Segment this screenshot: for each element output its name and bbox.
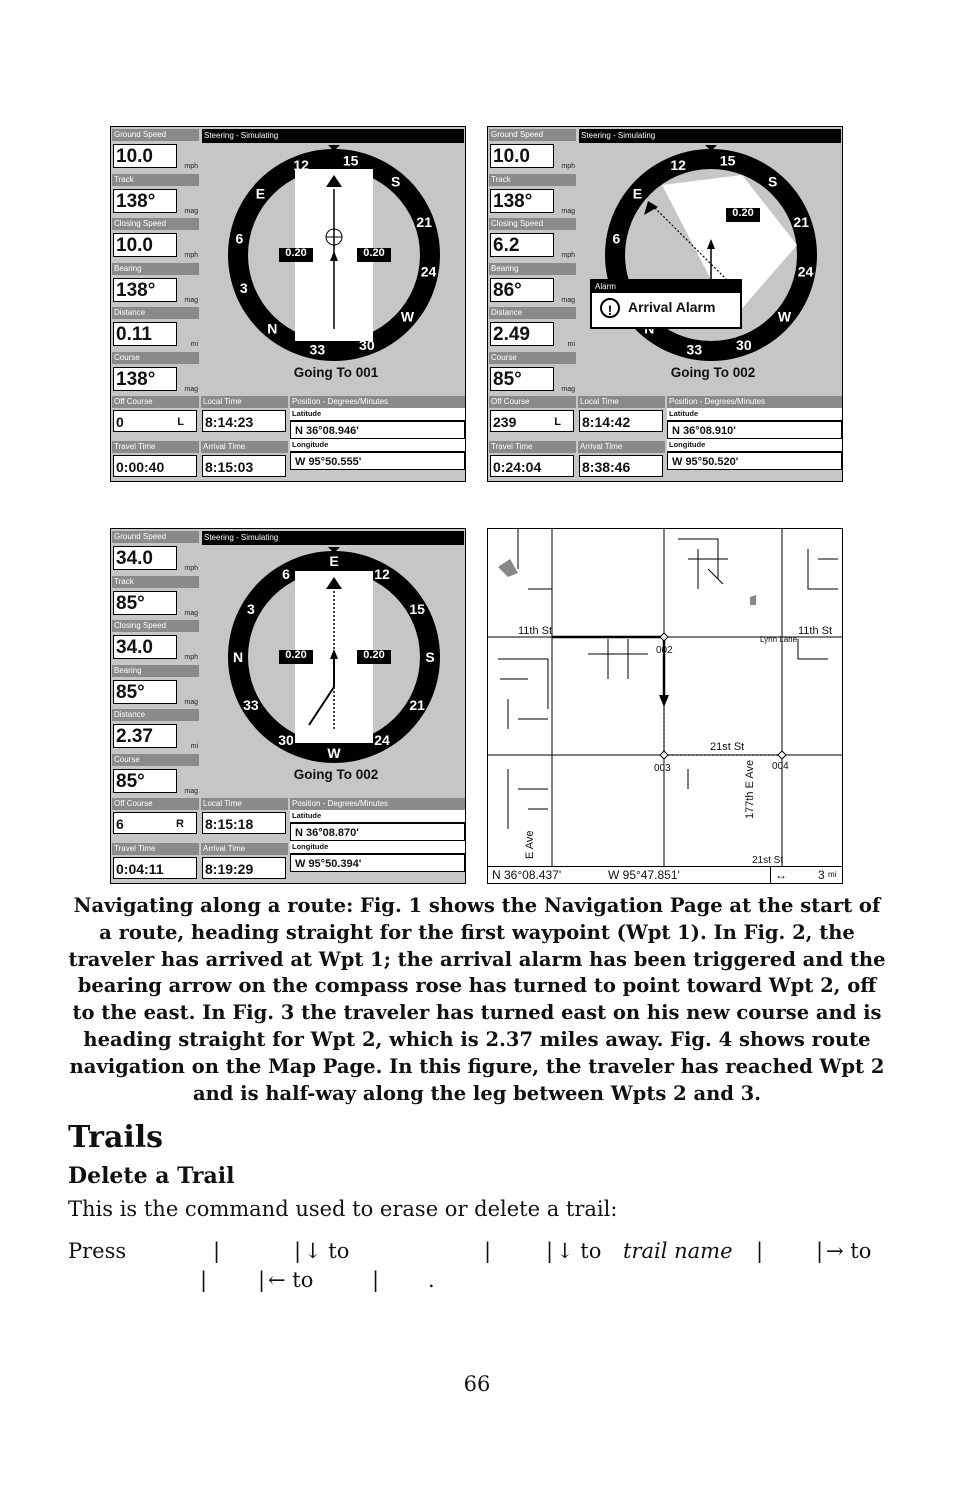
zoom-unit: mi: [828, 870, 837, 879]
fig1-navigation-page: [110, 126, 466, 482]
arrival-time-label: Arrival Time: [201, 843, 288, 855]
off-course-label: Off Course: [112, 396, 199, 408]
course-label: Course: [112, 352, 199, 364]
compass-label: W: [400, 308, 415, 325]
ground-speed-value: 10.0: [490, 144, 554, 168]
track-value: 138°: [490, 189, 554, 213]
trail-name-placeholder: trail name: [623, 1239, 733, 1263]
waypoint-003-label: 003: [654, 763, 671, 774]
ground-speed-box: [489, 129, 576, 172]
off-course-box: [489, 396, 576, 437]
compass-label: 30: [359, 337, 375, 354]
position-box: [667, 396, 842, 470]
position-label: Position - Degrees/Minutes: [667, 396, 842, 408]
course-label: Course: [489, 352, 576, 364]
track-label: Track: [112, 174, 199, 186]
map-latitude: N 36°08.437': [492, 868, 562, 882]
track-label: Track: [112, 576, 199, 588]
bearing-label: Bearing: [112, 263, 199, 275]
course-value: 85°: [490, 367, 554, 391]
bearing-box: [112, 263, 199, 306]
compass-label: 24: [374, 732, 390, 749]
fig2-navigation-page: [487, 126, 843, 482]
fig4-map-page: [487, 528, 843, 884]
position-box: [290, 396, 465, 470]
closing-speed-value: 34.0: [113, 635, 177, 659]
unit-mph: mph: [184, 252, 198, 259]
bearing-value: 86°: [490, 278, 554, 302]
latitude-value: N 36°08.870': [290, 823, 465, 841]
arrival-time-label: Arrival Time: [578, 441, 665, 453]
track-value: 85°: [113, 591, 177, 615]
travel-time-box: [489, 441, 576, 482]
body-paragraph: This is the command used to erase or delete a trail:: [68, 1197, 618, 1221]
going-to-label: Going To 001: [293, 365, 379, 380]
compass-label: 33: [243, 697, 259, 713]
closing-speed-label: Closing Speed: [112, 620, 199, 632]
unit-mi: mi: [190, 341, 198, 348]
map-canvas[interactable]: [488, 529, 843, 869]
right-offset-distance: 0.20: [363, 649, 385, 661]
off-course-value: [490, 410, 574, 432]
compass-label: 3: [239, 279, 248, 296]
distance-value: 2.37: [113, 724, 177, 748]
arrival-time-box: [578, 441, 665, 482]
course-box: [112, 352, 199, 395]
travel-time-value: 0:04:11: [113, 857, 197, 879]
left-offset-distance: 0.20: [285, 247, 307, 259]
separator: |: [200, 1268, 208, 1292]
street-21st: 21st St: [710, 741, 745, 753]
travel-time-box: [112, 441, 199, 482]
unit-mph: mph: [184, 163, 198, 170]
compass-label: 24: [797, 263, 814, 280]
distance-box: [112, 709, 199, 752]
local-time-box: [201, 798, 288, 839]
waypoint-004-label: 004: [772, 761, 789, 772]
compass-label: W: [777, 308, 792, 325]
off-course-number: 239: [493, 414, 517, 430]
compass-label: N: [267, 320, 278, 337]
course-box: [489, 352, 576, 395]
unit-mph: mph: [184, 565, 198, 572]
compass-label: 15: [719, 152, 736, 169]
compass-rose: [215, 547, 453, 785]
compass-label: 6: [282, 565, 290, 582]
period: .: [428, 1268, 435, 1292]
separator: |: [372, 1268, 380, 1292]
off-course-box: [112, 798, 199, 839]
course-box: [112, 754, 199, 797]
press-word: Press: [68, 1239, 127, 1263]
latitude-value: N 36°08.910': [667, 421, 842, 439]
ground-speed-label: Ground Speed: [489, 129, 576, 141]
travel-time-label: Travel Time: [112, 843, 199, 855]
offset-distance: 0.20: [732, 207, 754, 219]
compass-label: E: [329, 553, 339, 569]
latitude-value: N 36°08.946': [290, 421, 465, 439]
compass-label: S: [391, 173, 401, 190]
local-time-label: Local Time: [201, 798, 288, 810]
street-11th-right: 11th St: [798, 625, 833, 637]
longitude-value: W 95°50.394': [290, 854, 465, 872]
street-11th-left: 11th St: [518, 625, 553, 637]
right-to-instruction: → to: [826, 1239, 872, 1263]
arrival-time-value: 8:38:46: [579, 455, 663, 477]
longitude-label: Longitude: [290, 841, 465, 854]
alarm-title: Alarm: [592, 281, 740, 293]
bearing-value: 85°: [113, 680, 177, 704]
unit-mph: mph: [561, 252, 575, 259]
off-course-label: Off Course: [112, 798, 199, 810]
compass-label: 12: [293, 156, 309, 173]
warning-icon: !: [600, 298, 620, 318]
longitude-value: W 95°50.555': [290, 452, 465, 470]
compass-label: S: [768, 173, 778, 190]
latitude-label: Latitude: [667, 408, 842, 421]
position-label: Position - Degrees/Minutes: [290, 798, 465, 810]
local-time-value: 8:14:42: [579, 410, 663, 432]
steering-header: Steering - Simulating: [202, 531, 464, 545]
closing-speed-box: [112, 218, 199, 261]
off-course-label: Off Course: [489, 396, 576, 408]
compass-rose: [592, 145, 830, 383]
course-value: 138°: [113, 367, 177, 391]
unit-mph: mph: [561, 163, 575, 170]
off-course-direction: L: [177, 416, 184, 428]
distance-box: [489, 307, 576, 350]
compass-label: E: [255, 185, 266, 202]
separator: |: [484, 1239, 492, 1263]
page-number: 66: [463, 1372, 491, 1396]
longitude-label: Longitude: [290, 439, 465, 452]
unit-mag: mag: [184, 208, 198, 215]
ground-speed-box: [112, 129, 199, 172]
longitude-label: Longitude: [667, 439, 842, 452]
unit-mag: mag: [561, 386, 575, 393]
compass-label: 30: [736, 337, 752, 354]
compass-label: S: [425, 649, 435, 665]
travel-time-label: Travel Time: [489, 441, 576, 453]
going-to-label: Going To 002: [293, 767, 379, 782]
arrival-alarm-dialog[interactable]: [590, 279, 742, 329]
off-course-direction: R: [176, 818, 184, 830]
ground-speed-label: Ground Speed: [112, 531, 199, 543]
local-time-label: Local Time: [578, 396, 665, 408]
map-longitude: W 95°47.851': [608, 868, 680, 882]
figure-caption: Navigating along a route: Fig. 1 shows the Navigation Page at the start of a route, heading straight for the first waypoint (Wpt 1). In Fig. 2, the traveler has arrived at Wpt 1; the arrival alarm has been triggered and the bearing arrow on the compass rose has turned to point toward Wpt 2, off to the east. In Fig. 3 the traveler has turned east on his new course and is heading straight for Wpt 2, which is 2.37 miles away. Fig. 4 shows route navigation on the Map Page. In this figure, the traveler has reached Wpt 2 and is half-way along the leg between Wpts 2 and 3.: [68, 894, 886, 1105]
track-value: 138°: [113, 189, 177, 213]
compass-label: 21: [409, 697, 425, 713]
course-value: 85°: [113, 769, 177, 793]
compass-label: E: [632, 185, 643, 202]
local-time-box: [201, 396, 288, 437]
left-to-instruction: ← to: [268, 1268, 314, 1292]
closing-speed-label: Closing Speed: [489, 218, 576, 230]
closing-speed-box: [112, 620, 199, 663]
arrival-time-box: [201, 843, 288, 884]
subsection-heading: Delete a Trail: [68, 1163, 235, 1189]
street-177th-e-ave: 177th E Ave: [744, 759, 756, 819]
bearing-label: Bearing: [112, 665, 199, 677]
down-to-instruction: ↓ to: [556, 1239, 602, 1263]
compass-label: 15: [409, 601, 425, 617]
street-lynn-lane: Lynn Lane: [760, 635, 798, 644]
unit-mph: mph: [184, 654, 198, 661]
separator: |: [213, 1239, 221, 1263]
fig3-navigation-page: [110, 528, 466, 884]
compass-label: 21: [416, 214, 432, 231]
compass-label: W: [327, 745, 341, 761]
off-course-number: 6: [116, 816, 124, 832]
longitude-value: W 95°50.520': [667, 452, 842, 470]
off-course-number: 0: [116, 414, 124, 430]
track-box: [489, 174, 576, 217]
position-label: Position - Degrees/Minutes: [290, 396, 465, 408]
arrival-time-value: 8:15:03: [202, 455, 286, 477]
steering-header: Steering - Simulating: [202, 129, 464, 143]
map-status-bar: [488, 866, 842, 883]
track-box: [112, 174, 199, 217]
closing-speed-box: [489, 218, 576, 261]
unit-mi: mi: [567, 341, 575, 348]
separator: |: [546, 1239, 554, 1263]
unit-mag: mag: [184, 297, 198, 304]
ground-speed-label: Ground Speed: [112, 129, 199, 141]
left-offset-distance: 0.20: [285, 649, 307, 661]
unit-mag: mag: [561, 208, 575, 215]
latitude-label: Latitude: [290, 810, 465, 823]
distance-label: Distance: [112, 709, 199, 721]
local-time-value: 8:14:23: [202, 410, 286, 432]
unit-mag: mag: [184, 386, 198, 393]
compass-label: 6: [235, 230, 244, 247]
compass-rose: [215, 145, 453, 383]
track-label: Track: [489, 174, 576, 186]
street-e-ave: E Ave: [524, 830, 536, 859]
alarm-message: Arrival Alarm: [628, 299, 716, 315]
compass-label: 24: [420, 263, 437, 280]
travel-time-value: 0:00:40: [113, 455, 197, 477]
separator: |: [756, 1239, 764, 1263]
compass-label: 15: [342, 152, 359, 169]
arrival-time-label: Arrival Time: [201, 441, 288, 453]
unit-mi: mi: [190, 743, 198, 750]
course-label: Course: [112, 754, 199, 766]
compass-label: 33: [686, 341, 703, 358]
steering-header: Steering - Simulating: [579, 129, 841, 143]
compass-label: 33: [309, 341, 326, 358]
bearing-box: [112, 665, 199, 708]
section-heading: Trails: [68, 1120, 164, 1155]
compass-label: 3: [246, 601, 255, 617]
track-box: [112, 576, 199, 619]
unit-mag: mag: [184, 610, 198, 617]
ground-speed-value: 34.0: [113, 546, 177, 570]
distance-value: 2.49: [490, 322, 554, 346]
distance-label: Distance: [489, 307, 576, 319]
right-offset-distance: 0.20: [363, 247, 385, 259]
ground-speed-box: [112, 531, 199, 574]
zoom-value: 3: [818, 868, 825, 882]
bearing-value: 138°: [113, 278, 177, 302]
compass-label: 12: [374, 565, 390, 582]
position-box: [290, 798, 465, 872]
distance-box: [112, 307, 199, 350]
ground-speed-value: 10.0: [113, 144, 177, 168]
off-course-box: [112, 396, 199, 437]
compass-label: 21: [793, 214, 809, 231]
travel-time-label: Travel Time: [112, 441, 199, 453]
arrival-time-box: [201, 441, 288, 482]
off-course-value: [113, 410, 197, 432]
distance-label: Distance: [112, 307, 199, 319]
closing-speed-value: 10.0: [113, 233, 177, 257]
latitude-label: Latitude: [290, 408, 465, 421]
going-to-label: Going To 002: [670, 365, 756, 380]
distance-value: 0.11: [113, 322, 177, 346]
local-time-box: [578, 396, 665, 437]
closing-speed-label: Closing Speed: [112, 218, 199, 230]
bearing-box: [489, 263, 576, 306]
down-to-instruction: ↓ to: [304, 1239, 350, 1263]
compass-label: N: [232, 649, 244, 665]
off-course-direction: L: [554, 416, 561, 428]
local-time-label: Local Time: [201, 396, 288, 408]
arrival-time-value: 8:19:29: [202, 857, 286, 879]
bearing-label: Bearing: [489, 263, 576, 275]
compass-label: 12: [670, 156, 686, 173]
street-21st-bottom: 21st St: [752, 855, 784, 866]
zoom-arrows-icon: ↔: [770, 867, 787, 883]
compass-label: 30: [278, 732, 294, 749]
separator: |: [294, 1239, 302, 1263]
waypoint-002-label: 002: [656, 645, 673, 656]
unit-mag: mag: [561, 297, 575, 304]
separator: |: [258, 1268, 266, 1292]
off-course-value: [113, 812, 197, 834]
travel-time-value: 0:24:04: [490, 455, 574, 477]
unit-mag: mag: [184, 788, 198, 795]
compass-label: 6: [612, 230, 621, 247]
local-time-value: 8:15:18: [202, 812, 286, 834]
separator: |: [816, 1239, 824, 1263]
unit-mag: mag: [184, 699, 198, 706]
travel-time-box: [112, 843, 199, 884]
closing-speed-value: 6.2: [490, 233, 554, 257]
